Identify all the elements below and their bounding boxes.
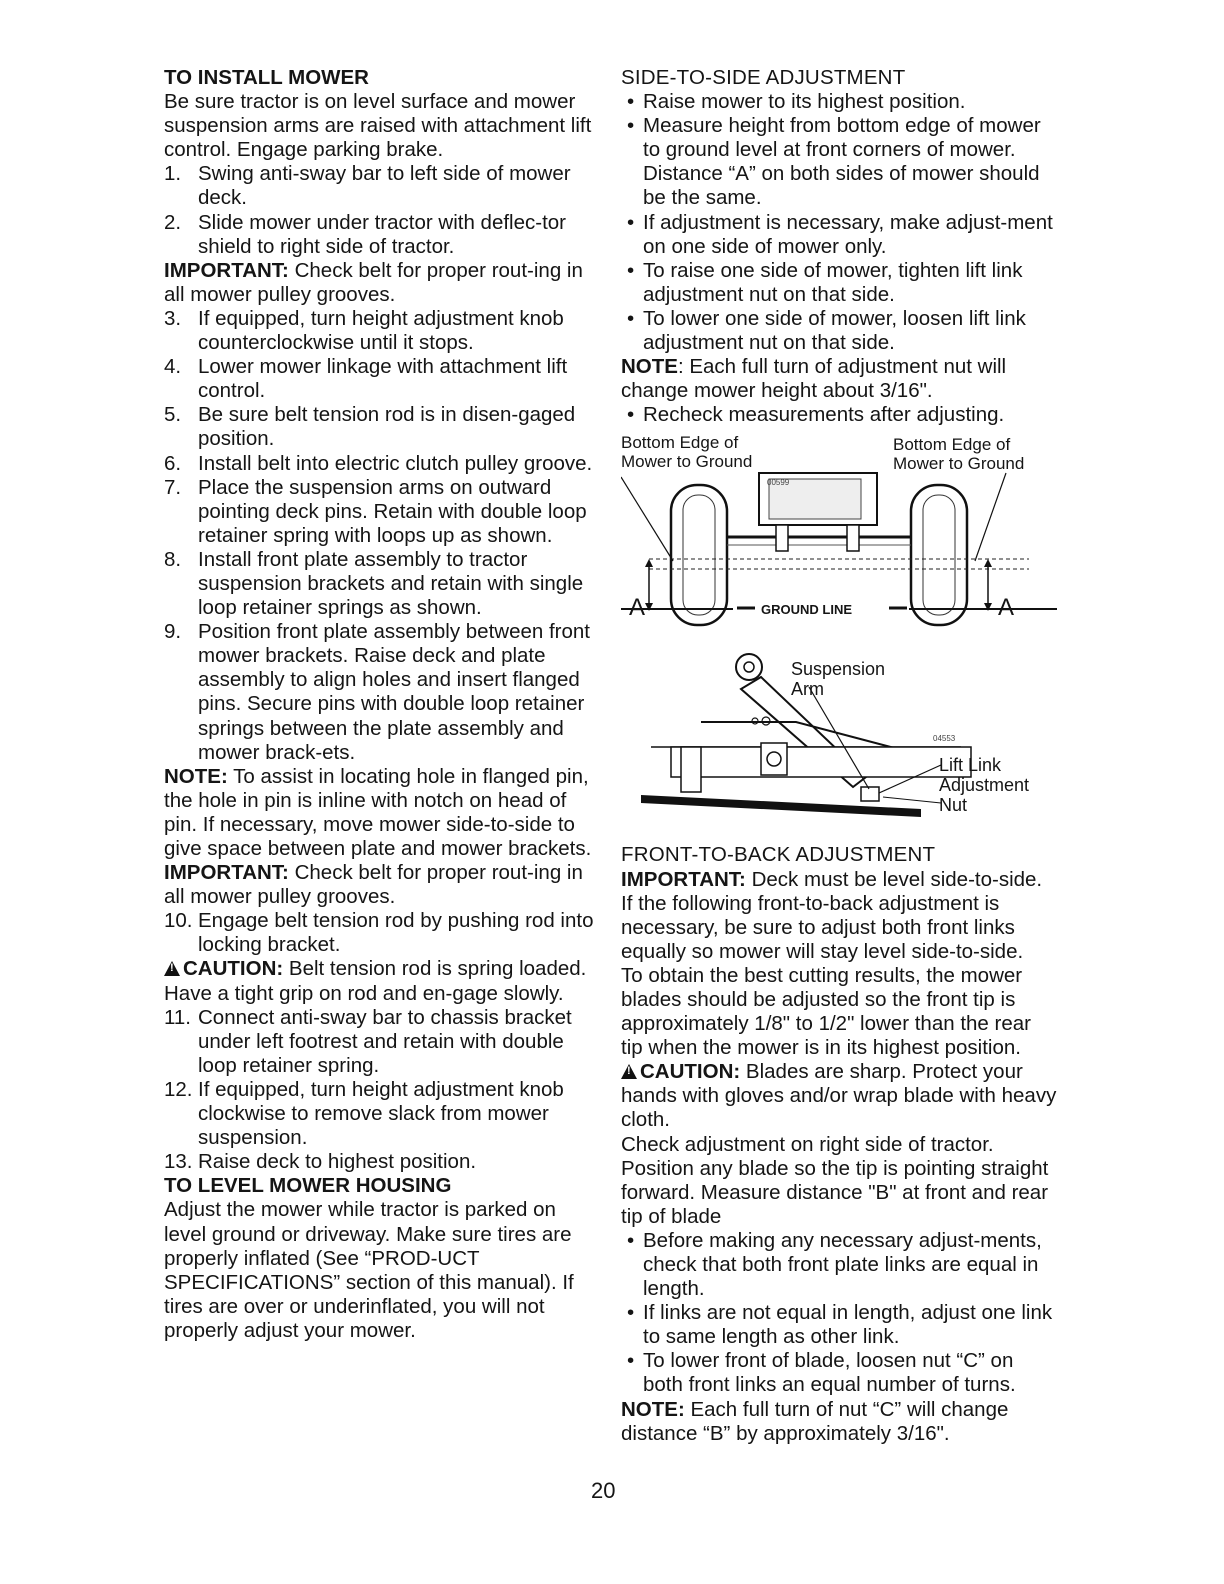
list-item: • To raise one side of mower, tighten lift link adjustment nut on that side. xyxy=(627,258,1023,306)
page-number: 20 xyxy=(591,1478,616,1503)
list-item: • To lower one side of mower, loosen lift link adjustment nut on that side. xyxy=(627,306,1026,355)
list-item: • If links are not equal in length, adjust one link to same length as other link. xyxy=(627,1301,1053,1349)
level-text: Adjust the mower while tractor is parked on level ground or driveway. Make sure tires are properly inflated (See “PROD-UCT SPECIFICATIONS” section of this manual). If tires are over or underinflated, you will not properly adjust your mower. xyxy=(164,1198,574,1342)
mower-wheels-diagram xyxy=(621,433,1057,629)
side-to-side-heading: SIDE-TO-SIDE ADJUSTMENT xyxy=(621,66,906,89)
list-item: 10. Engage belt tension rod by pushing rod into locking bracket. xyxy=(164,909,594,957)
list-item: 9. Position front plate assembly between front mower brackets. Raise deck and plate assembly to align holes and insert flanged pins. Secure pins with double loop retainer springs between the plate assembly and mower brack-ets. xyxy=(164,620,590,764)
caution-note: !CAUTION: Blades are sharp. Protect your hands with gloves and/or wrap blade with heavy cloth. xyxy=(621,1060,1057,1132)
important-note: IMPORTANT: Deck must be level side-to-side. If the following front-to-back adjustment is necessary, be sure to adjust both front links equally so mower will stay level side-to-side. xyxy=(621,867,1043,963)
list-item: • Measure height from bottom edge of mower to ground level at front corners of mower. Distance “A” on both sides of mower should be the same. xyxy=(627,114,1041,210)
list-item: 8. Install front plate assembly to tractor suspension brackets and retain with single loop retainer springs as shown. xyxy=(164,547,584,620)
list-item: 13. Raise deck to highest position. xyxy=(164,1150,477,1174)
list-item: • Before making any necessary adjust-ments, check that both front plate links are equal in length. xyxy=(627,1228,1042,1301)
note: NOTE: To assist in locating hole in flanged pin, the hole in pin is inline with notch on head of pin. If necessary, move mower side-to-side to give space between plate and mower brackets. xyxy=(164,764,592,860)
list-item: • If adjustment is necessary, make adjust-ment on one side of mower only. xyxy=(627,210,1053,258)
list-item: 2. Slide mower under tractor with deflec-tor shield to right side of tractor. xyxy=(164,210,567,258)
important-note: IMPORTANT: Check belt for proper rout-ing in all mower pulley grooves. xyxy=(164,861,583,909)
caution-note: !CAUTION: Belt tension rod is spring loaded. Have a tight grip on rod and en-gage slowly. xyxy=(164,957,596,1005)
check-text: Check adjustment on right side of tractor. Position any blade so the tip is pointing straight forward. Measure distance "B" at front and rear tip of blade xyxy=(621,1132,1049,1228)
list-item: 11. Connect anti-sway bar to chassis bracket under left footrest and retain with double loop retainer spring. xyxy=(164,1005,572,1077)
list-item: • Raise mower to its highest position. xyxy=(627,90,966,114)
note: NOTE: Each full turn of adjustment nut will change mower height about 3/16". xyxy=(621,355,1007,403)
left-column xyxy=(164,66,596,1343)
obtain-text: To obtain the best cutting results, the mower blades should be adjusted so the front tip is approximately 1/8" to 1/2" lower than the rear tip when the mower is in its highest position. xyxy=(621,963,1031,1060)
level-heading: TO LEVEL MOWER HOUSING xyxy=(164,1174,452,1198)
list-item: 4. Lower mower linkage with attachment lift control. xyxy=(164,355,568,403)
list-item: 5. Be sure belt tension rod is in disen-gaged position. xyxy=(164,403,576,451)
install-heading: TO INSTALL MOWER xyxy=(164,66,369,89)
ground-line-figure: Bottom Edge of Mower to Ground Bottom Edge of Mower to Ground GROUND LINE A A 00599 xyxy=(621,433,1057,629)
suspension-arm-figure: Suspension Arm Lift Link Adjustment Nut 04553 xyxy=(621,647,1057,837)
list-item: • Recheck measurements after adjusting. xyxy=(627,403,1005,427)
list-item: 6. Install belt into electric clutch pulley groove. xyxy=(164,451,593,475)
front-to-back-heading: FRONT-TO-BACK ADJUSTMENT xyxy=(621,843,936,867)
list-item: • To lower front of blade, loosen nut “C” on both front links an equal number of turns. xyxy=(627,1349,1016,1397)
list-item: 1. Swing anti-sway bar to left side of mower deck. xyxy=(164,162,571,210)
right-column xyxy=(621,66,1057,1446)
list-item: 7. Place the suspension arms on outward pointing deck pins. Retain with double loop retainer spring with loops up as shown. xyxy=(164,475,587,547)
warning-icon xyxy=(164,961,180,976)
note: NOTE: Each full turn of nut “C” will change distance “B” by approximately 3/16". xyxy=(621,1397,1009,1445)
important-note: IMPORTANT: Check belt for proper rout-ing in all mower pulley grooves. xyxy=(164,258,583,306)
list-item: 12. If equipped, turn height adjustment knob clockwise to remove slack from mower suspension. xyxy=(164,1077,564,1150)
warning-icon xyxy=(621,1064,637,1079)
install-intro: Be sure tractor is on level surface and mower suspension arms are raised with attachment lift control. Engage parking brake. xyxy=(164,90,592,162)
list-item: 3. If equipped, turn height adjustment knob counterclockwise until it stops. xyxy=(164,306,564,355)
